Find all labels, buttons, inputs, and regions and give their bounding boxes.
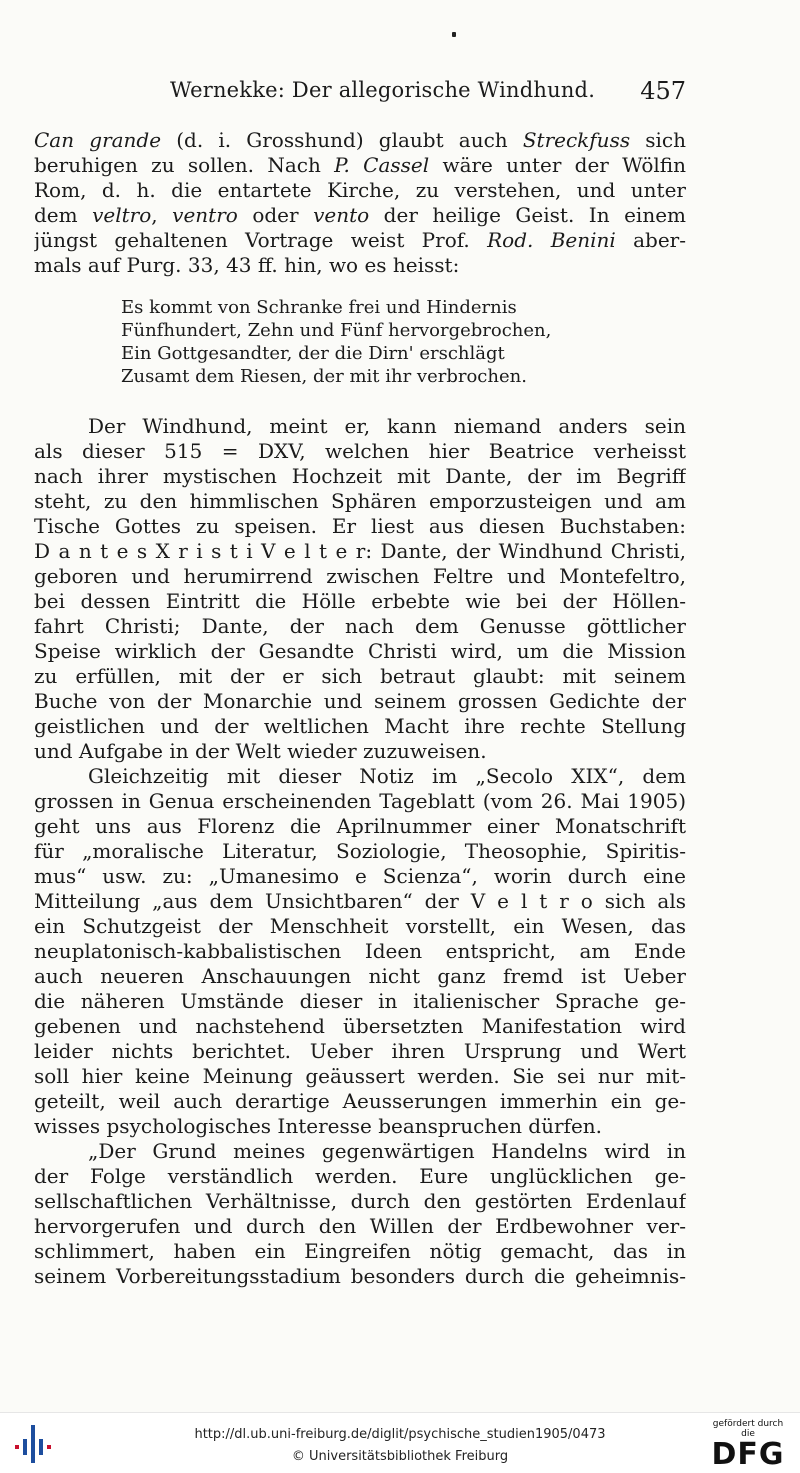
text-line: sellschaftlichen Verhältnisse, durch den gestörten Erdenlauf [34,1189,686,1213]
verse-line: Ein Gottgesandter, der die Dirn' erschlägt [121,343,505,364]
text-line: D a n t e s X r i s t i V e l t e r: Dante, der Windhund Christi, [34,539,686,563]
text-line: ein Schutzgeist der Menschheit vorstellt, ein Wesen, das [34,914,686,938]
text-line: dem veltro, ventro oder vento der heilige Geist. In einem [34,203,686,227]
text-line: bei dessen Eintritt die Hölle erbebte wie bei der Höllen- [34,589,686,613]
text-line: Mitteilung „aus dem Unsichtbaren“ der V e l t r o sich als [34,889,686,913]
body-text [34,128,686,1289]
text-line: gebenen und nachstehend übersetzten Manifestation wird [34,1014,686,1038]
running-title: Wernekke: Der allegorische Windhund. [170,78,596,102]
text-line: steht, zu den himmlischen Sphären emporzusteigen und am [34,489,686,513]
dfg-logo [706,1419,790,1472]
text-line: neuplatonisch-kabbalistischen Ideen entspricht, am Ende [34,939,686,963]
text-line: jüngst gehaltenen Vortrage weist Prof. Rod. Benini aber- [34,228,686,252]
page-number: 457 [640,77,686,105]
permalink-url[interactable]: http://dl.ub.uni-freiburg.de/diglit/psychische_studien1905/0473 [194,1427,606,1442]
text-line: nach ihrer mystischen Hochzeit mit Dante, der im Begriff [34,464,686,488]
verse-quote [34,296,686,388]
text-line: soll hier keine Meinung geäussert werden. Sie sei nur mit- [34,1064,686,1088]
text-line: Der Windhund, meint er, kann niemand anders sein [88,414,686,438]
text-line: als dieser 515 = DXV, welchen hier Beatrice verheisst [34,439,686,463]
text-line: der Folge verständlich werden. Eure unglücklichen ge- [34,1164,686,1188]
text-line: beruhigen zu sollen. Nach P. Cassel wäre unter der Wölfin [34,153,686,177]
viewer-footer [0,1412,800,1473]
text-line: für „moralische Literatur, Soziologie, Theosophie, Spiritis- [34,839,686,863]
text-line: geht uns aus Florenz die Aprilnummer einer Monatschrift [34,814,686,838]
text-line: grossen in Genua erscheinenden Tageblatt (vom 26. Mai 1905) [34,789,686,813]
verse-line: Es kommt von Schranke frei und Hindernis [121,297,517,318]
text-line: Tische Gottes zu speisen. Er liest aus diesen Buchstaben: [34,514,686,538]
text-line: mals auf Purg. 33, 43 ff. hin, wo es heisst: [34,253,460,277]
text-line: seinem Vorbereitungsstadium besonders durch die geheimnis- [34,1264,686,1288]
text-line: auch neueren Anschauungen nicht ganz fremd ist Ueber [34,964,686,988]
text-line: Speise wirklich der Gesandte Christi wird, um die Mission [34,639,686,663]
text-line: geistlichen und der weltlichen Macht ihre rechte Stellung [34,714,686,738]
text-line: wisses psychologisches Interesse beanspruchen dürfen. [34,1114,603,1138]
text-line: geboren und herumirrend zwischen Feltre und Montefeltro, [34,564,686,588]
text-line: geteilt, weil auch derartige Aeusserungen immerhin ein ge- [34,1089,686,1113]
text-line: „Der Grund meines gegenwärtigen Handelns wird in [88,1139,686,1163]
funder-note: gefördert durch die [712,1419,784,1439]
text-line: Gleichzeitig mit dieser Notiz im „Secolo XIX“, dem [88,764,686,788]
text-line: Rom, d. h. die entartete Kirche, zu verstehen, und unter [34,178,686,202]
dfg-logo-text: DFG [711,1437,785,1472]
text-line: zu erfüllen, mit der er sich betraut glaubt: mit seinem [34,664,686,688]
text-line: mus“ usw. zu: „Umanesimo e Scienza“, worin durch eine [34,864,686,888]
text-line: hervorgerufen und durch den Willen der Erdbewohner ver- [34,1214,686,1238]
ink-dot [452,32,456,37]
text-line: fahrt Christi; Dante, der nach dem Genusse göttlicher [34,614,686,638]
text-line: schlimmert, haben ein Eingreifen nötig gemacht, das in [34,1239,686,1263]
verse-line: Zusamt dem Riesen, der mit ihr verbrochen. [121,366,527,387]
text-line: Can grande (d. i. Grosshund) glaubt auch Streckfuss sich [34,128,686,152]
text-line: leider nichts berichtet. Ueber ihren Ursprung und Wert [34,1039,686,1063]
copyright-notice: © Universitätsbibliothek Freiburg [291,1449,509,1464]
running-header [170,78,686,108]
text-line: Buche von der Monarchie und seinem grossen Gedichte der [34,689,686,713]
verse-line: Fünfhundert, Zehn und Fünf hervorgebrochen, [121,320,552,341]
text-line: und Aufgabe in der Welt wieder zuzuweisen. [34,739,487,763]
text-line: die näheren Umstände dieser in italienischer Sprache ge- [34,989,686,1013]
